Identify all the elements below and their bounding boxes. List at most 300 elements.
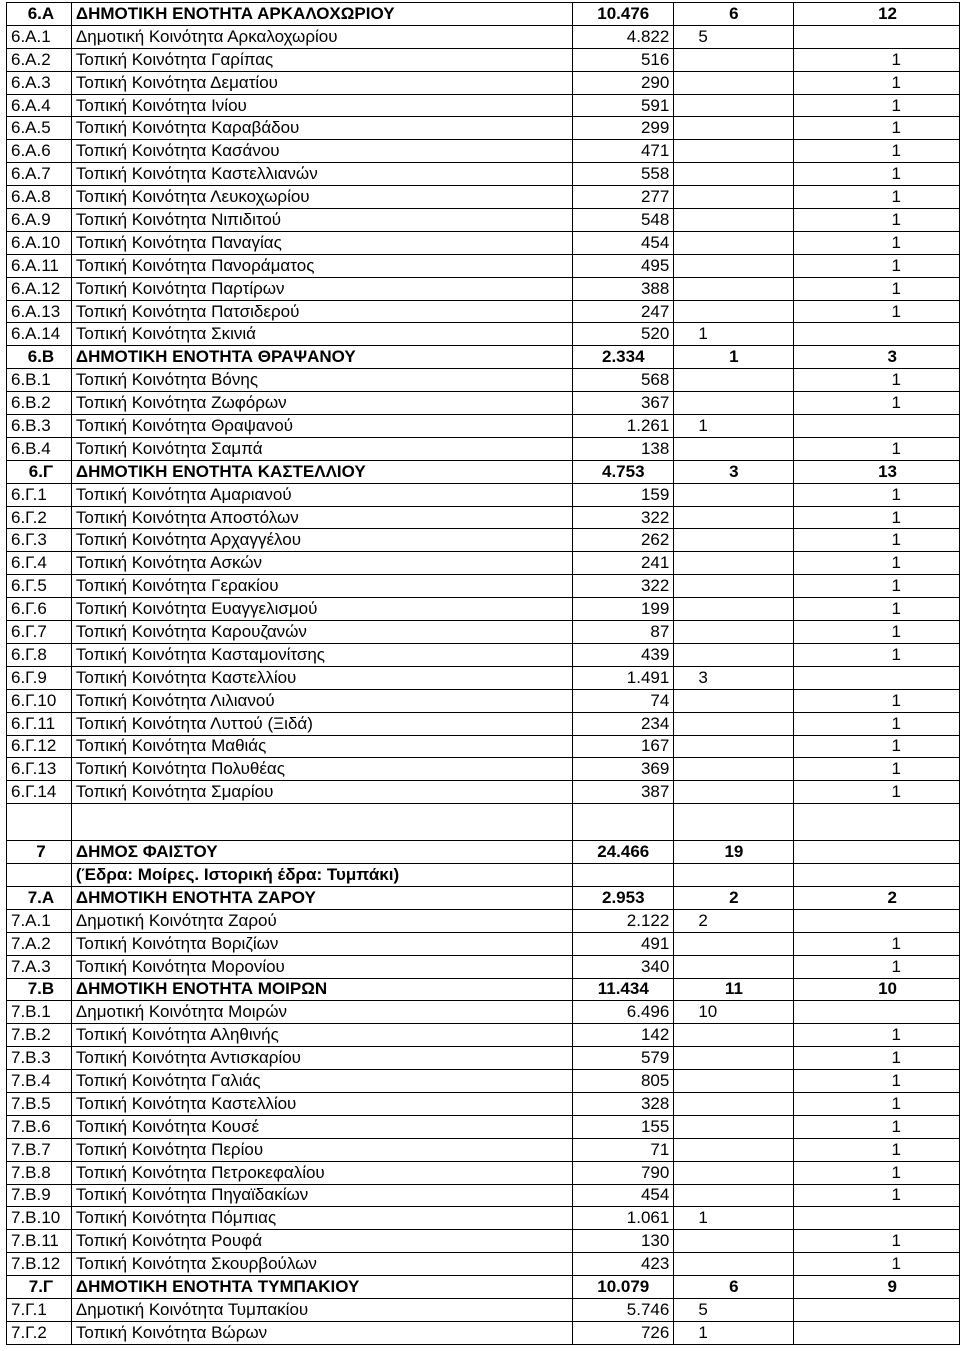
name-cell: Τοπική Κοινότητα Πανοράματος [71,254,572,277]
municipal-seats-cell [674,781,794,804]
population-cell: 367 [573,392,674,415]
name-cell: Τοπική Κοινότητα Βόνης [71,369,572,392]
population-cell: 4.822 [573,25,674,48]
population-cell: 10.079 [573,1276,674,1299]
municipal-seats-cell: 5 [674,1298,794,1321]
municipal-seats-cell [674,1253,794,1276]
table-row [7,1115,960,1138]
table-row [7,1207,960,1230]
municipal-seats-cell [674,277,794,300]
table-row [7,323,960,346]
local-seats-cell: 1 [794,1092,960,1115]
local-seats-cell [794,666,960,689]
name-cell: Τοπική Κοινότητα Καραβάδου [71,117,572,140]
code-cell: 7.Β.12 [7,1253,72,1276]
table-row [7,1001,960,1024]
code-cell: 6.Γ [7,460,72,483]
name-cell: ΔΗΜΟΤΙΚΗ ΕΝΟΤΗΤΑ ΑΡΚΑΛΟΧΩΡΙΟΥ [71,3,572,26]
municipal-seats-cell [674,186,794,209]
local-seats-cell: 1 [794,932,960,955]
municipal-seats-cell [674,254,794,277]
municipal-seats-cell [674,1161,794,1184]
name-cell: (Έδρα: Μοίρες. Ιστορική έδρα: Τυμπάκι) [71,864,572,887]
local-seats-cell [794,323,960,346]
code-cell: 6.Α.7 [7,163,72,186]
table-row [7,369,960,392]
municipal-seats-cell [674,163,794,186]
name-cell: Τοπική Κοινότητα Αντισκαρίου [71,1047,572,1070]
code-cell: 6.Α.13 [7,300,72,323]
local-seats-cell: 1 [794,1070,960,1093]
municipal-seats-cell [674,1138,794,1161]
population-cell: 74 [573,689,674,712]
local-seats-cell: 9 [794,1276,960,1299]
population-cell: 130 [573,1230,674,1253]
name-cell: Τοπική Κοινότητα Ασκών [71,552,572,575]
local-seats-cell: 1 [794,1253,960,1276]
code-cell: 7.Β [7,978,72,1001]
code-cell: 7.Β.2 [7,1024,72,1047]
code-cell: 6.Α.12 [7,277,72,300]
table-row [7,621,960,644]
local-seats-cell: 1 [794,955,960,978]
code-cell: 6.Α.9 [7,209,72,232]
population-cell: 423 [573,1253,674,1276]
table-row [7,1047,960,1070]
code-cell: 7.Β.7 [7,1138,72,1161]
table-header-row [7,3,960,26]
local-seats-cell: 1 [794,48,960,71]
name-cell: ΔΗΜΟΤΙΚΗ ΕΝΟΤΗΤΑ ΖΑΡΟΥ [71,886,572,909]
code-cell: 6.Α.11 [7,254,72,277]
municipal-seats-cell: 1 [674,1321,794,1344]
name-cell: Τοπική Κοινότητα Πατσιδερού [71,300,572,323]
code-cell: 6.Β [7,346,72,369]
code-cell: 6.Α.2 [7,48,72,71]
population-cell: 340 [573,955,674,978]
table-body [7,3,960,1345]
code-cell: 6.Α.14 [7,323,72,346]
table-row [7,758,960,781]
code-cell: 6.Α.6 [7,140,72,163]
name-cell: Τοπική Κοινότητα Γαρίπας [71,48,572,71]
name-cell: Τοπική Κοινότητα Παρτίρων [71,277,572,300]
name-cell: Τοπική Κοινότητα Σμαρίου [71,781,572,804]
municipal-seats-cell [674,437,794,460]
table-row [7,666,960,689]
population-cell: 2.334 [573,346,674,369]
table-row [7,186,960,209]
name-cell: Τοπική Κοινότητα Σκουρβούλων [71,1253,572,1276]
population-cell: 4.753 [573,460,674,483]
local-seats-cell: 10 [794,978,960,1001]
code-cell: 6.Β.1 [7,369,72,392]
municipal-seats-cell [674,712,794,735]
municipal-seats-cell [674,804,794,841]
population-cell: 290 [573,71,674,94]
name-cell: Τοπική Κοινότητα Σαμπά [71,437,572,460]
municipal-seats-cell [674,369,794,392]
local-seats-cell: 1 [794,1024,960,1047]
table-header-row [7,1276,960,1299]
local-seats-cell: 12 [794,3,960,26]
name-cell: Τοπική Κοινότητα Θραψανού [71,415,572,438]
name-cell: ΔΗΜΟΤΙΚΗ ΕΝΟΤΗΤΑ ΘΡΑΨΑΝΟΥ [71,346,572,369]
name-cell: Τοπική Κοινότητα Πετροκεφαλίου [71,1161,572,1184]
code-cell: 7.Α.2 [7,932,72,955]
local-seats-cell: 1 [794,1047,960,1070]
local-seats-cell [794,415,960,438]
local-seats-cell: 1 [794,254,960,277]
population-cell: 138 [573,437,674,460]
code-cell: 6.Γ.8 [7,643,72,666]
municipal-seats-cell: 1 [674,1207,794,1230]
local-seats-cell: 1 [794,231,960,254]
local-seats-cell: 1 [794,529,960,552]
municipal-seats-cell [674,575,794,598]
municipal-seats-cell [674,643,794,666]
local-seats-cell: 1 [794,300,960,323]
local-seats-cell: 1 [794,643,960,666]
name-cell: ΔΗΜΟΤΙΚΗ ΕΝΟΤΗΤΑ ΚΑΣΤΕΛΛΙΟΥ [71,460,572,483]
municipal-seats-cell [674,117,794,140]
table-row [7,864,960,887]
population-cell: 1.491 [573,666,674,689]
table-row [7,643,960,666]
table-row [7,735,960,758]
code-cell: 7.Α.3 [7,955,72,978]
population-cell: 568 [573,369,674,392]
municipal-seats-cell [674,529,794,552]
table-row [7,909,960,932]
population-cell: 87 [573,621,674,644]
municipal-seats-cell [674,1184,794,1207]
code-cell: 6.Α.5 [7,117,72,140]
local-seats-cell: 1 [794,94,960,117]
local-seats-cell: 1 [794,483,960,506]
name-cell: Τοπική Κοινότητα Καστελλιανών [71,163,572,186]
table-row [7,1092,960,1115]
code-cell: 7.Β.8 [7,1161,72,1184]
municipal-seats-cell [674,735,794,758]
table-row [7,529,960,552]
population-cell: 790 [573,1161,674,1184]
municipal-seats-cell [674,932,794,955]
code-cell: 6.Γ.1 [7,483,72,506]
code-cell: 7.Γ [7,1276,72,1299]
population-cell: 142 [573,1024,674,1047]
table-row [7,300,960,323]
local-seats-cell: 1 [794,163,960,186]
code-cell: 6.Γ.3 [7,529,72,552]
municipal-seats-cell [674,483,794,506]
name-cell: Τοπική Κοινότητα Δεματίου [71,71,572,94]
name-cell: Τοπική Κοινότητα Ζωφόρων [71,392,572,415]
local-seats-cell [794,804,960,841]
municipal-seats-cell [674,1070,794,1093]
municipal-seats-cell: 3 [674,666,794,689]
code-cell: 6.Γ.13 [7,758,72,781]
table-row [7,955,960,978]
table-row [7,506,960,529]
population-cell: 516 [573,48,674,71]
local-seats-cell: 1 [794,186,960,209]
municipal-seats-cell [674,552,794,575]
name-cell: Τοπική Κοινότητα Αληθινής [71,1024,572,1047]
name-cell: Τοπική Κοινότητα Βώρων [71,1321,572,1344]
name-cell: Τοπική Κοινότητα Πολυθέας [71,758,572,781]
local-seats-cell: 1 [794,506,960,529]
municipal-seats-cell: 1 [674,415,794,438]
name-cell: Τοπική Κοινότητα Κουσέ [71,1115,572,1138]
name-cell: ΔΗΜΟΤΙΚΗ ΕΝΟΤΗΤΑ ΤΥΜΠΑΚΙΟΥ [71,1276,572,1299]
population-cell: 5.746 [573,1298,674,1321]
municipal-seats-cell [674,506,794,529]
name-cell: ΔΗΜΟΤΙΚΗ ΕΝΟΤΗΤΑ ΜΟΙΡΩΝ [71,978,572,1001]
code-cell: 6.Γ.5 [7,575,72,598]
code-cell: 7.Β.11 [7,1230,72,1253]
code-cell: 6.Γ.10 [7,689,72,712]
table-row [7,415,960,438]
table-row [7,392,960,415]
local-seats-cell: 2 [794,886,960,909]
local-seats-cell: 1 [794,209,960,232]
name-cell: Τοπική Κοινότητα Πηγαϊδακίων [71,1184,572,1207]
table-header-row [7,841,960,864]
code-cell: 6.Γ.6 [7,598,72,621]
name-cell: Τοπική Κοινότητα Κασάνου [71,140,572,163]
table-row [7,932,960,955]
name-cell: Δημοτική Κοινότητα Μοιρών [71,1001,572,1024]
population-cell: 520 [573,323,674,346]
name-cell: Τοπική Κοινότητα Καρουζανών [71,621,572,644]
municipal-seats-cell [674,689,794,712]
local-seats-cell: 1 [794,369,960,392]
code-cell: 6.Α.10 [7,231,72,254]
code-cell: 7.Γ.2 [7,1321,72,1344]
population-cell: 2.122 [573,909,674,932]
name-cell: Τοπική Κοινότητα Ευαγγελισμού [71,598,572,621]
population-cell: 558 [573,163,674,186]
local-seats-cell [794,1207,960,1230]
table-row [7,209,960,232]
table-header-row [7,978,960,1001]
population-cell: 387 [573,781,674,804]
municipal-seats-cell: 10 [674,1001,794,1024]
local-seats-cell: 1 [794,781,960,804]
population-cell: 199 [573,598,674,621]
local-seats-cell: 1 [794,758,960,781]
table-row [7,483,960,506]
name-cell: Τοπική Κοινότητα Παναγίας [71,231,572,254]
code-cell [7,804,72,841]
table-row [7,163,960,186]
code-cell: 7 [7,841,72,864]
code-cell: 6.Α.8 [7,186,72,209]
local-seats-cell: 1 [794,575,960,598]
code-cell: 6.Γ.9 [7,666,72,689]
name-cell: Τοπική Κοινότητα Αμαριανού [71,483,572,506]
population-cell: 2.953 [573,886,674,909]
local-seats-cell: 1 [794,1184,960,1207]
municipal-seats-cell: 3 [674,460,794,483]
population-cell: 167 [573,735,674,758]
municipal-seats-cell: 19 [674,841,794,864]
name-cell: Τοπική Κοινότητα Βοριζίων [71,932,572,955]
population-cell: 234 [573,712,674,735]
municipal-seats-cell: 5 [674,25,794,48]
municipal-seats-cell [674,209,794,232]
name-cell: Τοπική Κοινότητα Γερακίου [71,575,572,598]
table-row [7,71,960,94]
local-seats-cell: 1 [794,437,960,460]
name-cell: Τοπική Κοινότητα Σκινιά [71,323,572,346]
name-cell: Τοπική Κοινότητα Καστελλίου [71,1092,572,1115]
population-cell: 6.496 [573,1001,674,1024]
population-cell: 1.061 [573,1207,674,1230]
municipal-seats-cell: 6 [674,1276,794,1299]
code-cell: 6.Α.3 [7,71,72,94]
population-cell: 726 [573,1321,674,1344]
municipal-seats-cell: 2 [674,886,794,909]
municipal-seats-cell [674,1230,794,1253]
municipal-seats-cell: 6 [674,3,794,26]
table-row [7,804,960,841]
name-cell: Δημοτική Κοινότητα Αρκαλοχωρίου [71,25,572,48]
local-seats-cell: 1 [794,1138,960,1161]
code-cell: 6.Α.4 [7,94,72,117]
local-seats-cell: 1 [794,598,960,621]
local-seats-cell: 1 [794,392,960,415]
table-row [7,1298,960,1321]
code-cell: 6.Γ.4 [7,552,72,575]
municipal-seats-cell [674,758,794,781]
name-cell: Τοπική Κοινότητα Νιπιδιτού [71,209,572,232]
name-cell: Δημοτική Κοινότητα Ζαρού [71,909,572,932]
population-cell: 155 [573,1115,674,1138]
table-row [7,231,960,254]
code-cell: 6.Γ.11 [7,712,72,735]
local-seats-cell: 1 [794,71,960,94]
population-cell: 262 [573,529,674,552]
population-cell: 805 [573,1070,674,1093]
code-cell: 6.Β.4 [7,437,72,460]
table-row [7,254,960,277]
name-cell: Τοπική Κοινότητα Κασταμονίτσης [71,643,572,666]
table-row [7,1184,960,1207]
table-row [7,1070,960,1093]
code-cell: 6.Α [7,3,72,26]
population-cell: 10.476 [573,3,674,26]
municipal-seats-cell [674,1092,794,1115]
table-row [7,712,960,735]
name-cell: Τοπική Κοινότητα Γαλιάς [71,1070,572,1093]
population-cell: 322 [573,506,674,529]
name-cell: Τοπική Κοινότητα Μαθιάς [71,735,572,758]
population-cell: 11.434 [573,978,674,1001]
population-cell: 159 [573,483,674,506]
code-cell: 7.Β.1 [7,1001,72,1024]
table-row [7,1230,960,1253]
table-row [7,1161,960,1184]
municipal-seats-cell [674,94,794,117]
population-cell: 247 [573,300,674,323]
code-cell: 6.Γ.12 [7,735,72,758]
code-cell: 6.Β.2 [7,392,72,415]
municipal-seats-cell: 1 [674,323,794,346]
table-row [7,575,960,598]
table-row [7,277,960,300]
code-cell: 7.Α [7,886,72,909]
name-cell: Τοπική Κοινότητα Λευκοχωρίου [71,186,572,209]
code-cell: 7.Β.9 [7,1184,72,1207]
table-row [7,94,960,117]
population-cell [573,804,674,841]
local-seats-cell [794,864,960,887]
name-cell: Τοπική Κοινότητα Λυττού (Ξιδά) [71,712,572,735]
population-cell: 454 [573,1184,674,1207]
name-cell [71,804,572,841]
table-row [7,689,960,712]
code-cell: 7.Β.3 [7,1047,72,1070]
population-cell: 71 [573,1138,674,1161]
code-cell: 6.Γ.14 [7,781,72,804]
municipal-seats-cell [674,1024,794,1047]
population-cell: 299 [573,117,674,140]
local-seats-cell: 1 [794,140,960,163]
code-cell: 7.Β.5 [7,1092,72,1115]
population-cell: 328 [573,1092,674,1115]
local-seats-cell: 1 [794,689,960,712]
table-row [7,437,960,460]
population-cell: 495 [573,254,674,277]
local-seats-cell: 1 [794,1161,960,1184]
population-cell: 591 [573,94,674,117]
population-cell: 579 [573,1047,674,1070]
municipal-seats-cell: 11 [674,978,794,1001]
municipal-seats-cell: 1 [674,346,794,369]
name-cell: Τοπική Κοινότητα Καστελλίου [71,666,572,689]
local-seats-cell [794,25,960,48]
table-row [7,1321,960,1344]
code-cell: 7.Γ.1 [7,1298,72,1321]
table-row [7,781,960,804]
local-seats-cell: 1 [794,117,960,140]
municipal-seats-cell [674,71,794,94]
table-row [7,1138,960,1161]
population-cell: 471 [573,140,674,163]
population-cell: 454 [573,231,674,254]
local-seats-cell: 1 [794,621,960,644]
table-row [7,117,960,140]
name-cell: Τοπική Κοινότητα Ινίου [71,94,572,117]
table-row [7,140,960,163]
local-seats-cell: 1 [794,552,960,575]
municipal-seats-cell [674,955,794,978]
municipality-table [6,2,960,1345]
code-cell: 7.Α.1 [7,909,72,932]
municipal-seats-cell [674,1115,794,1138]
municipal-seats-cell [674,48,794,71]
population-cell: 548 [573,209,674,232]
name-cell: Τοπική Κοινότητα Ρουφά [71,1230,572,1253]
municipal-seats-cell [674,621,794,644]
table-row [7,48,960,71]
population-cell: 491 [573,932,674,955]
local-seats-cell: 13 [794,460,960,483]
population-cell: 322 [573,575,674,598]
name-cell: Δημοτική Κοινότητα Τυμπακίου [71,1298,572,1321]
